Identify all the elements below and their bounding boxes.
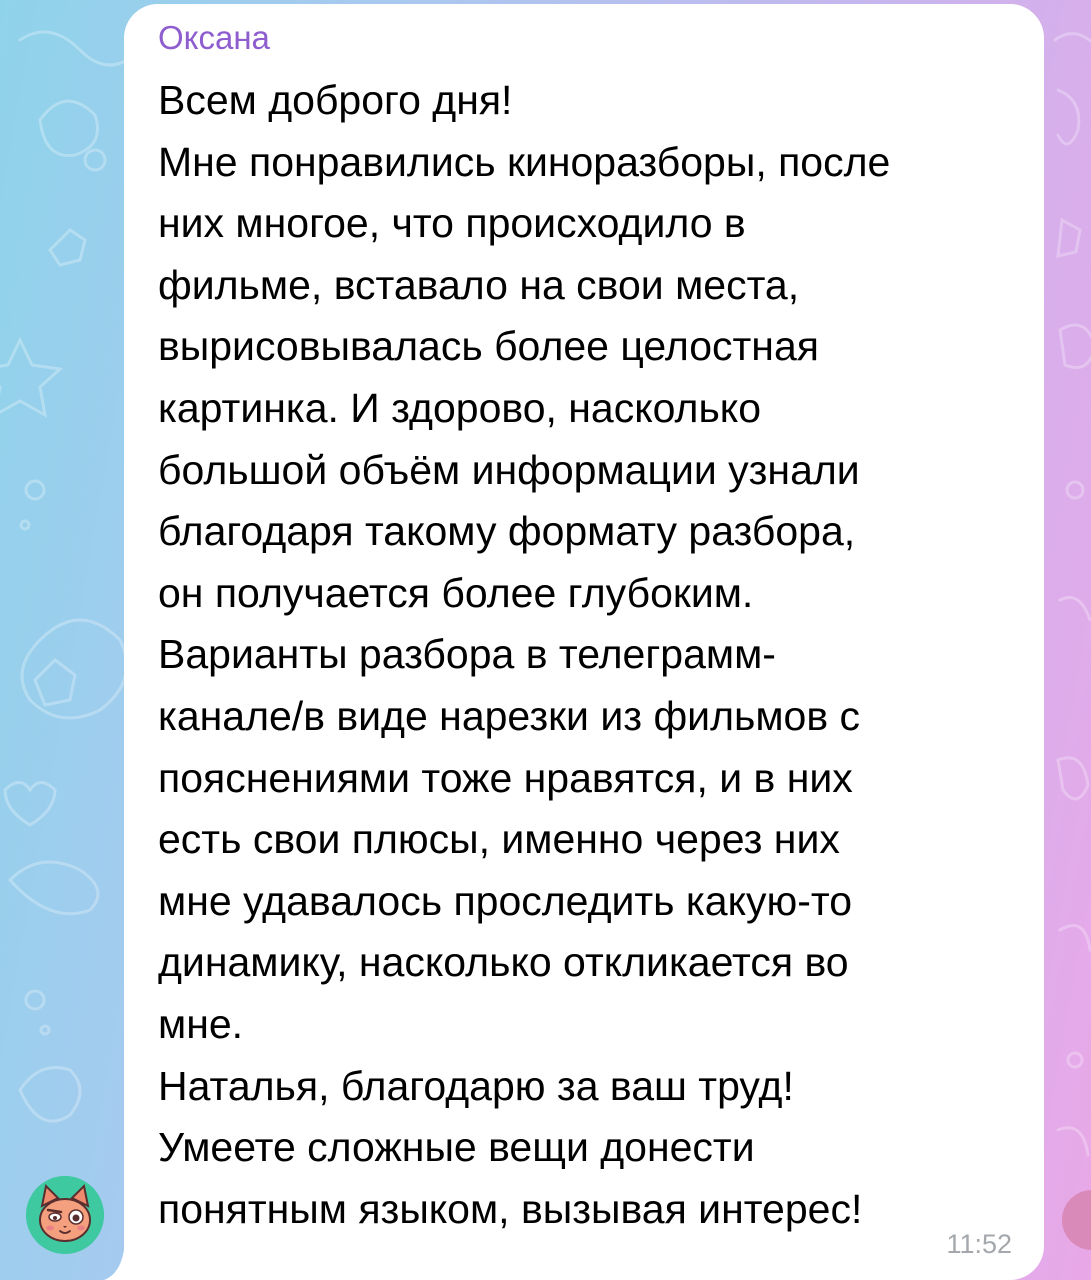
message-line: понятным языком, вызывая интерес! (158, 1185, 863, 1232)
message-line: Варианты разбора в телеграмм- (158, 631, 776, 678)
message-timestamp: 11:52 (946, 1229, 1012, 1259)
message-line: Мне понравились киноразборы, после (158, 138, 891, 185)
message-line: Всем доброго дня! (158, 77, 513, 123)
message-line: мне удавалось проследить какую-то (158, 877, 852, 924)
message-line: большой объём информации узнали (158, 446, 860, 493)
message-line: фильме, вставало на свои места, (158, 261, 800, 308)
message-line: динамику, насколько откликается во (158, 939, 849, 986)
message-line: Умеете сложные вещи донести (158, 1124, 755, 1171)
sender-name[interactable]: Оксана (158, 19, 270, 56)
message-line: пояснениями тоже нравятся, и в них (158, 754, 853, 801)
message-line: благодаря такому формату разбора, (158, 508, 856, 555)
message-line: картинка. И здорово, насколько (158, 384, 762, 431)
message-line: есть свои плюсы, именно через них (158, 816, 840, 863)
message-line: вырисовывалась более целостная (158, 323, 819, 370)
message-bubble[interactable] (124, 4, 1044, 1280)
message-line: них многое, что происходило в (158, 200, 746, 247)
message-text (158, 70, 1038, 1240)
message-line: Наталья, благодарю за ваш труд! (158, 1062, 794, 1109)
message-line: канале/в виде нарезки из фильмов с (158, 692, 861, 739)
cat-avatar-icon[interactable] (26, 1176, 104, 1254)
message-line: мне. (158, 1000, 244, 1047)
message-line: он получается более глубоким. (158, 569, 754, 616)
